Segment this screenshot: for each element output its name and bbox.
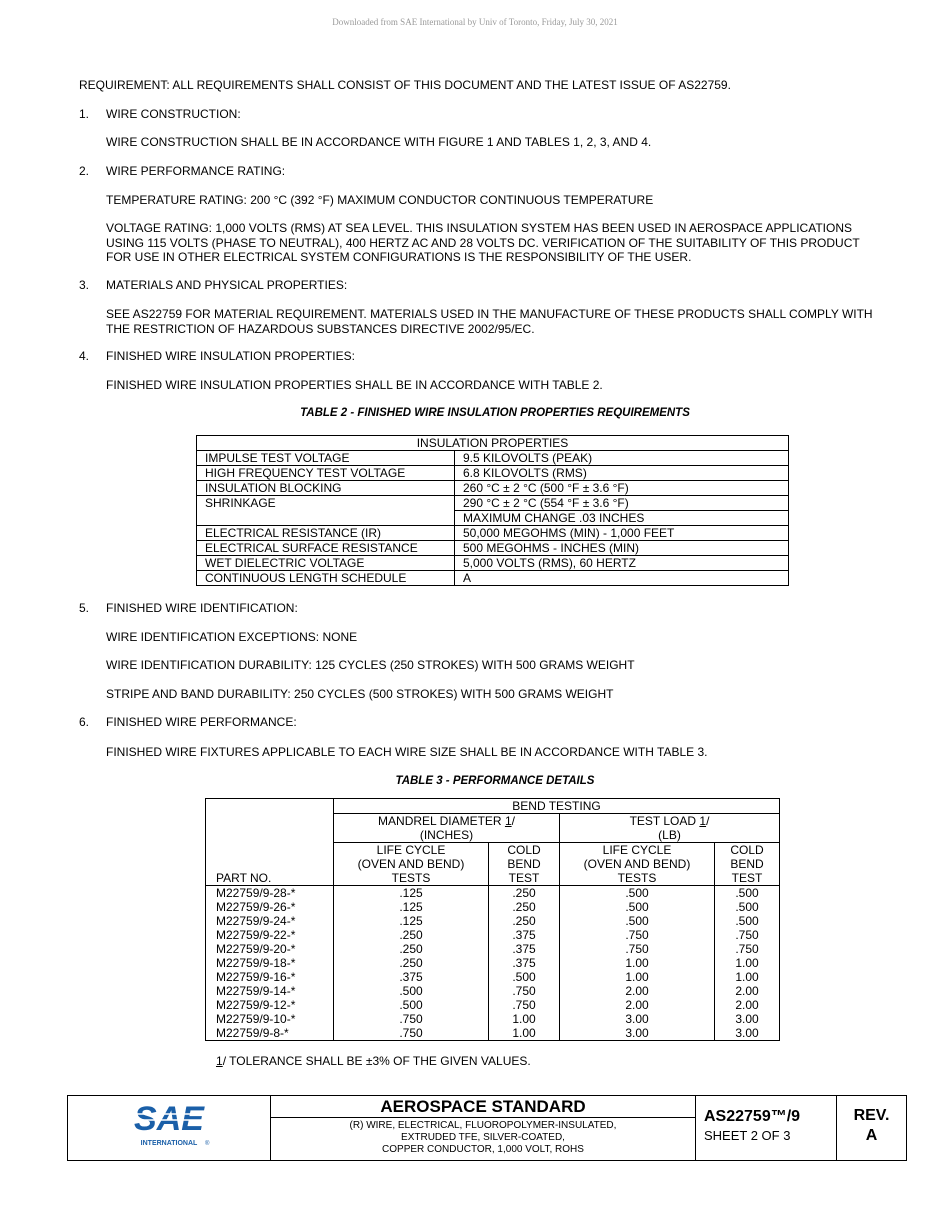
table-3-caption: TABLE 3 - PERFORMANCE DETAILS [395, 775, 595, 787]
header-line: TESTS [617, 871, 657, 885]
property-value: A [455, 571, 789, 586]
mandrel-life: .250 [334, 956, 489, 970]
table-row [206, 956, 780, 970]
part-number: M22759/9-26-* [206, 900, 334, 914]
table-row [206, 886, 780, 901]
insulation-properties-table [196, 435, 789, 586]
mandrel-cold: .750 [489, 984, 560, 998]
mandrel-life-cycle-header [334, 843, 489, 886]
description-line-2: EXTRUDED TFE, SILVER-COATED, [401, 1132, 565, 1143]
materials-text: SEE AS22759 FOR MATERIAL REQUIREMENT. MATERIALS USED IN THE MANUFACTURE OF THESE PRODUCTS SHALL COMPLY WITH THE RESTRICTION OF HAZARDOUS SUBSTANCES DIRECTIVE 2002/95/EC. [106, 307, 873, 336]
mandrel-diameter-header [334, 814, 560, 843]
load-cold: 3.00 [715, 1012, 780, 1026]
load-unit: (LB) [658, 828, 681, 842]
revision-label: REV. [853, 1107, 890, 1124]
section-2-title: WIRE PERFORMANCE RATING: [106, 164, 286, 178]
load-life: 1.00 [560, 970, 715, 984]
property-name: ELECTRICAL RESISTANCE (IR) [197, 526, 455, 541]
mandrel-cold: .500 [489, 970, 560, 984]
table-row [197, 496, 789, 511]
part-number: M22759/9-12-* [206, 998, 334, 1012]
mandrel-life: .750 [334, 1012, 489, 1026]
load-life: 3.00 [560, 1012, 715, 1026]
table-row [197, 451, 789, 466]
property-value: MAXIMUM CHANGE .03 INCHES [455, 511, 789, 526]
property-name: INSULATION BLOCKING [197, 481, 455, 496]
header-line: LIFE CYCLE [602, 843, 672, 857]
load-cold: .750 [715, 942, 780, 956]
section-6-text: FINISHED WIRE FIXTURES APPLICABLE TO EACH WIRE SIZE SHALL BE IN ACCORDANCE WITH TABLE 3. [106, 745, 708, 759]
load-life: .750 [560, 928, 715, 942]
part-number: M22759/9-18-* [206, 956, 334, 970]
download-watermark: Downloaded from SAE International by Univ of Toronto, Friday, July 30, 2021 [332, 17, 618, 27]
mandrel-cold: .750 [489, 998, 560, 1012]
header-line: COLD [507, 843, 541, 857]
header-line: LIFE CYCLE [376, 843, 446, 857]
load-note-ref: 1 [699, 814, 707, 828]
property-name: SHRINKAGE [197, 496, 455, 526]
load-life: 1.00 [560, 956, 715, 970]
mandrel-life: .500 [334, 998, 489, 1012]
property-value: 50,000 MEGOHMS (MIN) - 1,000 FEET [455, 526, 789, 541]
mandrel-life: .250 [334, 942, 489, 956]
property-value: 9.5 KILOVOLTS (PEAK) [455, 451, 789, 466]
mandrel-cold: 1.00 [489, 1026, 560, 1041]
section-3-title: MATERIALS AND PHYSICAL PROPERTIES: [106, 278, 348, 292]
table-row [206, 914, 780, 928]
property-name: CONTINUOUS LENGTH SCHEDULE [197, 571, 455, 586]
load-cold: 1.00 [715, 956, 780, 970]
property-name: IMPULSE TEST VOLTAGE [197, 451, 455, 466]
table-row [197, 541, 789, 556]
table-row [197, 526, 789, 541]
mandrel-life: .750 [334, 1026, 489, 1041]
section-4-title: FINISHED WIRE INSULATION PROPERTIES: [106, 349, 355, 363]
load-life: .500 [560, 914, 715, 928]
part-number: M22759/9-14-* [206, 984, 334, 998]
table-row [197, 466, 789, 481]
load-cold: .500 [715, 886, 780, 901]
mandrel-life: .500 [334, 984, 489, 998]
mandrel-unit: (INCHES) [419, 828, 474, 842]
part-number: M22759/9-22-* [206, 928, 334, 942]
table-row [206, 942, 780, 956]
sae-logo-subtext: INTERNATIONAL [140, 1140, 198, 1147]
sae-logo-icon [68, 1096, 270, 1160]
load-cold: .750 [715, 928, 780, 942]
temperature-rating: TEMPERATURE RATING: 200 °C (392 °F) MAXIMUM CONDUCTOR CONTINUOUS TEMPERATURE [106, 193, 654, 207]
property-name: ELECTRICAL SURFACE RESISTANCE [197, 541, 455, 556]
mandrel-cold: .250 [489, 886, 560, 901]
bend-testing-header: BEND TESTING [334, 799, 780, 814]
mandrel-life: .250 [334, 928, 489, 942]
performance-details-table [205, 798, 780, 1041]
table-row [206, 984, 780, 998]
mandrel-cold: .375 [489, 942, 560, 956]
table-row [206, 928, 780, 942]
mandrel-label: MANDREL DIAMETER [378, 814, 505, 828]
property-value: 5,000 VOLTS (RMS), 60 HERTZ [455, 556, 789, 571]
load-cold: .500 [715, 914, 780, 928]
load-label: TEST LOAD [629, 814, 700, 828]
property-value: 500 MEGOHMS - INCHES (MIN) [455, 541, 789, 556]
load-life: .500 [560, 900, 715, 914]
section-2-number: 2. [79, 164, 90, 178]
property-value: 290 °C ± 2 °C (554 °F ± 3.6 °F) [455, 496, 789, 511]
revision-cell [837, 1096, 906, 1160]
note-text: / TOLERANCE SHALL BE ±3% OF THE GIVEN VALUES. [222, 1054, 531, 1068]
load-cold: .500 [715, 900, 780, 914]
table-row [206, 900, 780, 914]
section-1-title: WIRE CONSTRUCTION: [106, 107, 241, 121]
table-row [206, 1012, 780, 1026]
load-cold: 1.00 [715, 970, 780, 984]
description-line-3: COPPER CONDUCTOR, 1,000 VOLT, ROHS [382, 1144, 584, 1155]
mandrel-cold-bend-header [489, 843, 560, 886]
property-name: WET DIELECTRIC VOLTAGE [197, 556, 455, 571]
section-6-number: 6. [79, 715, 90, 729]
sae-logo-cell [68, 1096, 271, 1160]
table-row [197, 556, 789, 571]
header-line: (OVEN AND BEND) [583, 857, 691, 871]
stripe-band-durability: STRIPE AND BAND DURABILITY: 250 CYCLES (500 STROKES) WITH 500 GRAMS WEIGHT [106, 687, 614, 701]
header-line: TEST [731, 871, 763, 885]
revision-value: A [865, 1127, 878, 1144]
note-number: 1 [216, 1054, 223, 1068]
load-life: 2.00 [560, 998, 715, 1012]
test-load-header [560, 814, 780, 843]
section-3-number: 3. [79, 278, 90, 292]
section-5-number: 5. [79, 601, 90, 615]
section-4-number: 4. [79, 349, 90, 363]
header-line: BEND [507, 857, 541, 871]
load-cold: 2.00 [715, 984, 780, 998]
load-cold: 2.00 [715, 998, 780, 1012]
section-4-text: FINISHED WIRE INSULATION PROPERTIES SHALL BE IN ACCORDANCE WITH TABLE 2. [106, 378, 603, 392]
title-block [67, 1095, 907, 1161]
section-6-title: FINISHED WIRE PERFORMANCE: [106, 715, 297, 729]
load-cold: 3.00 [715, 1026, 780, 1041]
load-life: 3.00 [560, 1026, 715, 1041]
property-name: HIGH FREQUENCY TEST VOLTAGE [197, 466, 455, 481]
registered-mark: ® [205, 1141, 210, 1147]
mandrel-cold: .250 [489, 914, 560, 928]
table-row [206, 1026, 780, 1041]
header-line: (OVEN AND BEND) [357, 857, 465, 871]
load-life: .500 [560, 886, 715, 901]
section-1-number: 1. [79, 107, 90, 121]
part-no-header: PART NO. [206, 799, 334, 886]
mandrel-note-ref: 1 [504, 814, 512, 828]
part-number: M22759/9-24-* [206, 914, 334, 928]
table-row [206, 998, 780, 1012]
mandrel-cold: .375 [489, 928, 560, 942]
header-line: COLD [730, 843, 764, 857]
title-cell [271, 1096, 696, 1160]
identification-durability: WIRE IDENTIFICATION DURABILITY: 125 CYCLES (250 STROKES) WITH 500 GRAMS WEIGHT [106, 658, 635, 672]
mandrel-life: .125 [334, 900, 489, 914]
header-line: BEND [730, 857, 764, 871]
header-line: TEST [508, 871, 540, 885]
part-number: M22759/9-16-* [206, 970, 334, 984]
section-1-text: WIRE CONSTRUCTION SHALL BE IN ACCORDANCE WITH FIGURE 1 AND TABLES 1, 2, 3, AND 4. [106, 135, 652, 149]
mandrel-cold: .375 [489, 956, 560, 970]
part-number: M22759/9-20-* [206, 942, 334, 956]
document-number: AS22759™/9 [704, 1108, 801, 1125]
document-description [271, 1118, 695, 1156]
sae-logo-text: SAE [134, 1100, 204, 1138]
requirement-statement: REQUIREMENT: ALL REQUIREMENTS SHALL CONSIST OF THIS DOCUMENT AND THE LATEST ISSUE OF AS22759. [79, 78, 731, 92]
load-cold-bend-header [715, 843, 780, 886]
identification-exceptions: WIRE IDENTIFICATION EXCEPTIONS: NONE [106, 630, 358, 644]
mandrel-cold: .250 [489, 900, 560, 914]
section-5-title: FINISHED WIRE IDENTIFICATION: [106, 601, 298, 615]
table-2-header: INSULATION PROPERTIES [197, 436, 789, 451]
description-line-1: (R) WIRE, ELECTRICAL, FLUOROPOLYMER-INSULATED, [349, 1120, 617, 1131]
load-life: 2.00 [560, 984, 715, 998]
table-2-caption: TABLE 2 - FINISHED WIRE INSULATION PROPERTIES REQUIREMENTS [300, 407, 690, 419]
mandrel-life: .125 [334, 886, 489, 901]
part-number: M22759/9-8-* [206, 1026, 334, 1041]
property-value: 260 °C ± 2 °C (500 °F ± 3.6 °F) [455, 481, 789, 496]
property-value: 6.8 KILOVOLTS (RMS) [455, 466, 789, 481]
mandrel-cold: 1.00 [489, 1012, 560, 1026]
document-number-cell [696, 1096, 837, 1160]
standard-type: AEROSPACE STANDARD [271, 1096, 695, 1118]
tolerance-note [216, 1054, 531, 1069]
part-number: M22759/9-10-* [206, 1012, 334, 1026]
voltage-rating: VOLTAGE RATING: 1,000 VOLTS (RMS) AT SEA LEVEL. THIS INSULATION SYSTEM HAS BEEN USED IN AEROSPACE APPLICATIONS USING 115 VOLTS (PHASE TO NEUTRAL), 400 HERTZ AC AND 28 VOLTS DC. VERIFICATION OF THE SUITABILITY OF THIS PRODUCT FOR USE IN OTHER ELECTRICAL SYSTEM CONFIGURATIONS IS THE RESPONSIBILITY OF THE USER. [106, 221, 860, 264]
mandrel-life: .125 [334, 914, 489, 928]
mandrel-slash: / [511, 814, 515, 828]
table-row [206, 970, 780, 984]
sheet-number: SHEET 2 OF 3 [704, 1128, 791, 1143]
mandrel-life: .375 [334, 970, 489, 984]
table-row [197, 481, 789, 496]
header-line: TESTS [391, 871, 431, 885]
load-slash: / [706, 814, 710, 828]
table-row [197, 571, 789, 586]
load-life-cycle-header [560, 843, 715, 886]
part-number: M22759/9-28-* [206, 886, 334, 901]
load-life: .750 [560, 942, 715, 956]
